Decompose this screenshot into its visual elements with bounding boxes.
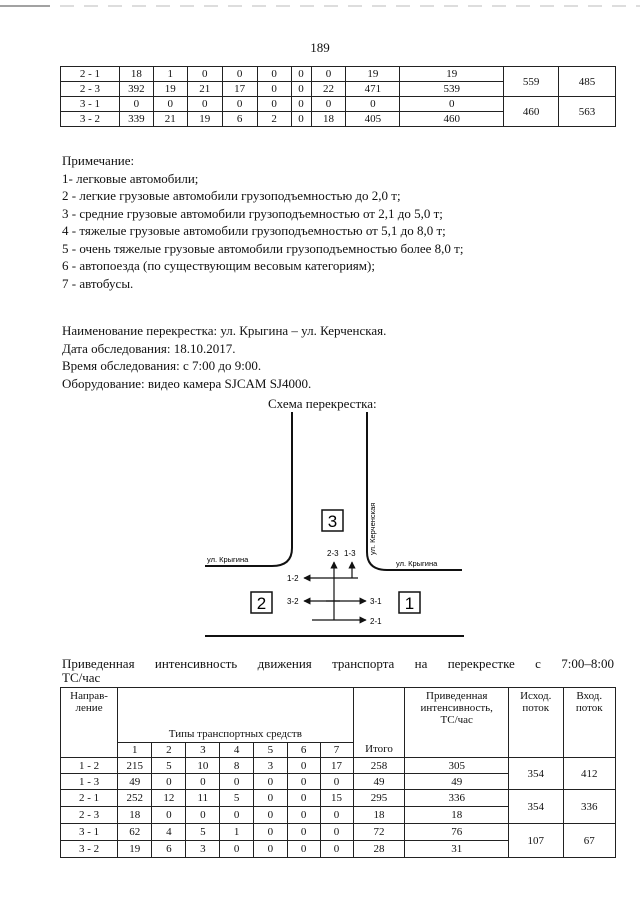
table-cell: 3	[186, 841, 220, 858]
road-edge-left	[205, 412, 292, 566]
table-cell: 0	[291, 67, 311, 82]
table-cell: 0	[287, 841, 320, 858]
table-cell: 0	[320, 774, 353, 790]
table-cell: 12	[152, 790, 186, 807]
table-cell: 19	[153, 82, 187, 97]
table-cell: 6	[222, 112, 257, 127]
caption-line-1: Приведенная интенсивность движения транспорта на перекрестке с 7:00–8:00	[62, 656, 614, 671]
table-cell: 17	[222, 82, 257, 97]
table-cell: 0	[257, 82, 291, 97]
table-cell: 18	[405, 807, 509, 824]
table-cell: 21	[153, 112, 187, 127]
table-cell: 0	[220, 841, 254, 858]
notes-title: Примечание:	[62, 153, 135, 168]
table-cell: 0	[254, 841, 288, 858]
table-cell: 19	[118, 841, 152, 858]
table-cell: 18	[311, 112, 346, 127]
table-cell: 0	[254, 824, 288, 841]
table-cell: 1	[153, 67, 187, 82]
table-cell: 405	[346, 112, 400, 127]
table-cell: 0	[222, 97, 257, 112]
table-cell: 76	[405, 824, 509, 841]
table-cell: 7	[320, 743, 353, 758]
table-cell: 3 - 1	[61, 97, 120, 112]
table-cell: 215	[118, 758, 152, 774]
header-out: Исход. поток	[508, 688, 563, 758]
table-cell: 18	[353, 807, 405, 824]
note-item: 3 - средние грузовые автомобили грузоподъемностью от 2,1 до 5,0 т;	[62, 205, 443, 221]
table-cell: 0	[254, 790, 288, 807]
table-cell: 19	[346, 67, 400, 82]
table-cell: 392	[119, 82, 153, 97]
road-edge-right	[367, 412, 462, 570]
table-cell: 19	[400, 67, 504, 82]
table-cell: 0	[186, 774, 220, 790]
table-cell: 2 - 1	[61, 67, 120, 82]
table-cell: 3 - 2	[61, 841, 118, 858]
table-cell: 0	[186, 807, 220, 824]
table-cell: 72	[353, 824, 405, 841]
note-item: 4 - тяжелые грузовые автомобили грузоподъемностью от 5,1 до 8,0 т;	[62, 223, 446, 238]
table-row	[61, 758, 616, 774]
table-cell: 336	[405, 790, 509, 807]
table-cell: 1 - 3	[61, 774, 118, 790]
main-table	[60, 687, 616, 858]
table-cell: 0	[291, 97, 311, 112]
arrow-label-3-2: 3-2	[287, 597, 299, 606]
approach-box-2-label: 2	[256, 594, 267, 613]
table-cell: 0	[254, 774, 288, 790]
table-cell: 0	[187, 97, 222, 112]
table-cell: 559	[504, 67, 559, 97]
table-cell: 471	[346, 82, 400, 97]
table-cell: 2 - 1	[61, 790, 118, 807]
table-cell: 0	[257, 67, 291, 82]
table-cell: 336	[563, 790, 616, 824]
table-cell: 4	[220, 743, 254, 758]
survey-equipment: Оборудование: видео камера SJCAM SJ4000.	[62, 375, 312, 391]
schema-title: Схема перекрестка:	[268, 396, 377, 411]
header-direction: Направ-ление	[61, 688, 118, 758]
table-cell: 0	[320, 841, 353, 858]
arrow-label-1-2: 1-2	[287, 574, 299, 583]
table-cell: 0	[287, 758, 320, 774]
table-cell: 8	[220, 758, 254, 774]
table-cell: 49	[353, 774, 405, 790]
survey-date: Дата обследования: 18.10.2017.	[62, 340, 236, 356]
table-cell: 67	[563, 824, 616, 858]
note-item: 1- легковые автомобили;	[62, 170, 199, 186]
header-in: Вход. поток	[563, 688, 616, 758]
table-cell: 0	[287, 807, 320, 824]
table-cell: 0	[311, 97, 346, 112]
header-total: Итого	[353, 688, 405, 758]
table-cell: 0	[153, 97, 187, 112]
table-cell: 4	[152, 824, 186, 841]
table-cell: 295	[353, 790, 405, 807]
table-cell: 305	[405, 758, 509, 774]
table-cell: 2 - 3	[61, 82, 120, 97]
table-cell: 49	[405, 774, 509, 790]
table-cell: 28	[353, 841, 405, 858]
table-cell: 5	[152, 758, 186, 774]
table-cell: 107	[508, 824, 563, 858]
table-row	[61, 824, 616, 841]
note-item: 5 - очень тяжелые грузовые автомобили грузоподъемностью более 8,0 т;	[62, 240, 464, 256]
table-cell: 49	[118, 774, 152, 790]
table-cell: 0	[220, 774, 254, 790]
table-cell: 15	[320, 790, 353, 807]
table-cell: 3 - 2	[61, 112, 120, 127]
table-cell: 2 - 3	[61, 807, 118, 824]
table-caption	[62, 657, 614, 685]
approach-box-3-label: 3	[327, 512, 338, 531]
table-cell: 0	[152, 774, 186, 790]
table-cell: 0	[346, 97, 400, 112]
note-item: 7 - автобусы.	[62, 275, 134, 291]
table-cell: 0	[119, 97, 153, 112]
table-cell: 31	[405, 841, 509, 858]
table-cell: 17	[320, 758, 353, 774]
table-cell: 3	[186, 743, 220, 758]
table-cell: 354	[508, 758, 563, 790]
approach-box-1-label: 1	[404, 594, 415, 613]
note-item: 6 - автопоезда (по существующим весовым категориям);	[62, 258, 375, 273]
table-cell: 0	[291, 112, 311, 127]
table-cell: 5	[254, 743, 288, 758]
table-cell: 2	[152, 743, 186, 758]
table-cell: 22	[311, 82, 346, 97]
table-cell: 0	[287, 774, 320, 790]
table-cell: 19	[187, 112, 222, 127]
table-cell: 0	[152, 807, 186, 824]
table-cell: 5	[186, 824, 220, 841]
table-cell: 0	[291, 82, 311, 97]
table-cell: 0	[400, 97, 504, 112]
table-cell: 0	[311, 67, 346, 82]
intersection-name: Наименование перекрестка: ул. Крыгина – ул. Керченская.	[62, 323, 387, 338]
table-cell: 0	[287, 824, 320, 841]
table-cell: 0	[254, 807, 288, 824]
table-cell: 539	[400, 82, 504, 97]
table-cell: 485	[559, 67, 616, 97]
header-types: Типы транспортных средств	[118, 688, 353, 743]
table-cell: 412	[563, 758, 616, 790]
table-cell: 62	[118, 824, 152, 841]
header-reduced: Приведенная интенсивность, ТС/час	[405, 688, 509, 758]
street-label-left: ул. Крыгина	[207, 555, 249, 564]
table-cell: 10	[186, 758, 220, 774]
table-cell: 2	[257, 112, 291, 127]
table-cell: 258	[353, 758, 405, 774]
table-cell: 21	[187, 82, 222, 97]
arrow-label-3-1: 3-1	[370, 597, 382, 606]
table-cell: 18	[119, 67, 153, 82]
table-cell: 6	[152, 841, 186, 858]
table-cell: 0	[320, 807, 353, 824]
table-cell: 5	[220, 790, 254, 807]
survey-time: Время обследования: с 7:00 до 9:00.	[62, 358, 262, 373]
table-cell: 3	[254, 758, 288, 774]
table-cell: 0	[187, 67, 222, 82]
table-cell: 11	[186, 790, 220, 807]
table-cell: 354	[508, 790, 563, 824]
table-cell: 563	[559, 97, 616, 127]
table-cell: 339	[119, 112, 153, 127]
table-cell: 18	[118, 807, 152, 824]
table-row	[61, 790, 616, 807]
table-cell: 460	[400, 112, 504, 127]
caption-line-2: ТС/час	[62, 670, 101, 685]
table-cell: 0	[220, 807, 254, 824]
street-label-right: ул. Крыгина	[396, 559, 438, 568]
arrow-label-2-1: 2-1	[370, 617, 382, 626]
table-cell: 6	[287, 743, 320, 758]
table-cell: 3 - 1	[61, 824, 118, 841]
table-cell: 0	[257, 97, 291, 112]
table-cell: 1 - 2	[61, 758, 118, 774]
header-row	[61, 688, 616, 743]
arrow-label-1-3: 1-3	[344, 549, 356, 558]
street-label-vertical: ул. Керченская	[368, 502, 377, 555]
table-cell: 252	[118, 790, 152, 807]
note-item: 2 - легкие грузовые автомобили грузоподъемностью до 2,0 т;	[62, 188, 401, 203]
arrow-label-2-3: 2-3	[327, 549, 339, 558]
page-number: 189	[310, 40, 330, 55]
table-cell: 0	[287, 790, 320, 807]
table-cell: 460	[504, 97, 559, 127]
table-cell: 1	[118, 743, 152, 758]
table-cell: 0	[320, 824, 353, 841]
table-cell: 0	[222, 67, 257, 82]
table-cell: 1	[220, 824, 254, 841]
